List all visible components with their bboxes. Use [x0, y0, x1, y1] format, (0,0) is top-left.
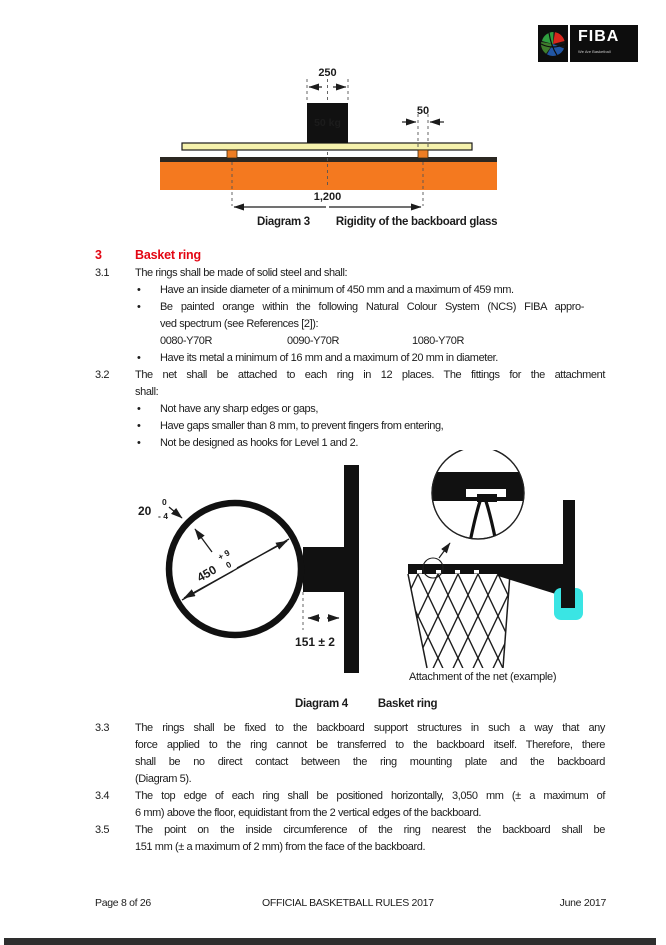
ncs-code: 1080-Y70R [412, 335, 465, 347]
ncs-code: 0090-Y70R [287, 335, 340, 347]
dim-thickness-tol-lo: - 4 [158, 511, 168, 521]
glass-panel [182, 143, 472, 150]
list-item: • Not be designed as hooks for Level 1 and 2. [135, 435, 605, 452]
rule-number: 3.4 [95, 790, 110, 802]
rule-number: 3.5 [95, 824, 110, 836]
rule-3-4 [95, 788, 607, 822]
fiba-globe-icon [538, 25, 568, 62]
ncs-colour-codes [135, 333, 605, 350]
list-item: • Have its metal a minimum of 16 mm and a maximum of 20 mm in diameter. [135, 350, 605, 367]
diagram3-caption [257, 216, 497, 228]
rule-text: The rings shall be fixed to the backboard support structures in such a way that any [135, 722, 605, 734]
rule-text: (Diagram 5). [135, 773, 192, 785]
section-basket-ring-top [95, 246, 607, 452]
rule-3-1 [95, 265, 607, 367]
dim-ring-diameter: 450 [194, 562, 219, 585]
rule-text: 151 mm (± a maximum of 2 mm) from the face of the backboard. [135, 841, 426, 853]
diagram4-caption [295, 698, 437, 710]
fiba-wordmark [570, 25, 638, 62]
diagram3-caption-id: Diagram 3 [257, 216, 310, 228]
footer-date: June 2017 [559, 897, 606, 909]
rule-number: 3.1 [95, 267, 110, 279]
dim-250: 250 [318, 67, 337, 79]
fiba-tagline: We Are Basketball [578, 50, 611, 55]
page-bottom-edge [4, 938, 656, 945]
ring-mounting-plate [303, 547, 344, 592]
rule-number: 3.3 [95, 722, 110, 734]
list-item: • Be painted orange within the following Natural Colour System (NCS) FIBA appro- ved spectrum (see References [2]): [135, 299, 605, 333]
net-mesh [408, 574, 510, 668]
backboard-frame-bar [160, 157, 497, 162]
fiba-logo [538, 25, 638, 62]
rule-text: shall: [135, 386, 159, 398]
rule-text: The rings shall be made of solid steel and shall: [135, 267, 348, 279]
right-support [418, 150, 428, 158]
diagram4-caption-id: Diagram 4 [295, 698, 348, 710]
section-heading [95, 246, 607, 265]
footer-page-number: Page 8 of 26 [95, 897, 151, 909]
rule-number: 3.2 [95, 369, 110, 381]
dim-ring-offset: 151 ± 2 [295, 635, 335, 649]
ring-top-view [169, 503, 301, 635]
section-basket-ring-bottom [95, 720, 607, 856]
dim-diameter-tol-lo: 0 [224, 559, 234, 571]
net-attachment-note: Attachment of the net (example) [409, 671, 557, 683]
diagram3-caption-title: Rigidity of the backboard glass [335, 216, 498, 228]
rule-text: The point on the inside circumference of the ring nearest the backboard shall be [135, 824, 605, 836]
ncs-code: 0080-Y70R [160, 335, 213, 347]
list-item: • Have gaps smaller than 8 mm, to prevent fingers from entering, [135, 418, 605, 435]
rule-text: shall be no direct contact between the ring mounting plate and the backboard [135, 756, 605, 768]
rule-text: 6 mm) above the floor, equidistant from the 2 vertical edges of the backboard. [135, 807, 482, 819]
list-item: • Not have any sharp edges or gaps, [135, 401, 605, 418]
list-item: • Have an inside diameter of a minimum of 450 mm and a maximum of 459 mm. [135, 282, 605, 299]
dim-diameter-tol-hi: + 9 [215, 547, 232, 563]
dim-ring-thickness: 20 [138, 504, 152, 518]
dim-50: 50 [416, 105, 430, 117]
rule-3-5 [95, 822, 607, 856]
diagram3-figure [150, 62, 530, 214]
rule-text: force applied to the ring cannot be transferred to the backboard itself. Therefore, there [135, 739, 605, 751]
section-title: Basket ring [135, 248, 201, 262]
rule-3-2 [95, 367, 607, 452]
backboard-base [160, 162, 497, 190]
section-number: 3 [95, 248, 102, 262]
backboard-bar [344, 465, 359, 673]
weight-label: 50 kg [314, 117, 341, 129]
fiba-brand-text: FIBA [578, 28, 620, 45]
footer-document-title: OFFICIAL BASKETBALL RULES 2017 [262, 897, 434, 909]
diagram4-caption-title: Basket ring [377, 698, 438, 710]
rule-3-3 [95, 720, 607, 788]
post-stub [561, 586, 575, 608]
diagram4-figure [120, 450, 600, 695]
dim-thickness-tol-hi: 0 [162, 497, 167, 507]
rule-text: The top edge of each ring shall be positioned horizontally, 3,050 mm (± a maximum of [135, 790, 605, 802]
left-support [227, 150, 237, 158]
dim-1200: 1,200 [313, 191, 342, 203]
rule-text: The net shall be attached to each ring in 12 places. The fittings for the attachment [135, 369, 605, 381]
